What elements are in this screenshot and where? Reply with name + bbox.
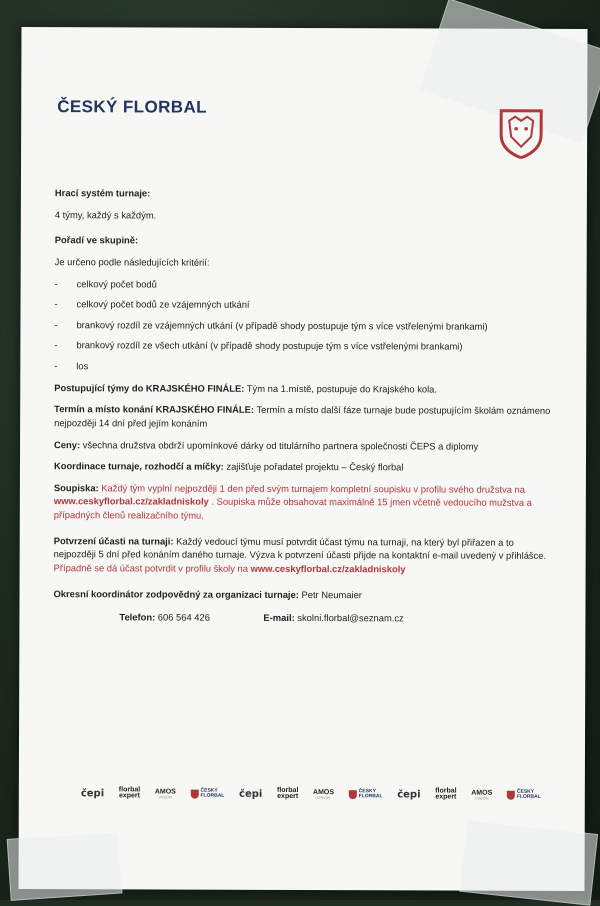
term-label: Termín a místo konání KRAJSKÉHO FINÁLE:	[54, 403, 255, 416]
document-body	[53, 186, 555, 630]
confirm-label: Potvrzení účasti na turnaji:	[53, 534, 174, 547]
email-label: E-mail:	[263, 611, 295, 624]
fe-bottom: expert	[435, 793, 457, 801]
term-text: Termín a místo další fáze turnaje bude postupujícím školám oznámeno nejpozději 14 dní před jejím konáním	[54, 404, 551, 429]
advance-paragraph	[54, 381, 554, 396]
prizes-paragraph	[54, 438, 554, 453]
amos-sub: VISION	[316, 794, 331, 800]
coord-text: zajišťuje pořadatel projektu – Český florbal	[223, 460, 404, 473]
list-item: - brankový rozdíl ze vzájemných utkání (v případě shody postupuje tým s více vstřelenými brankami)	[54, 318, 554, 333]
amos-logo	[471, 789, 492, 800]
email-line	[263, 611, 403, 625]
prizes-label: Ceny:	[54, 438, 81, 450]
amos-sub: VISION	[474, 795, 489, 801]
crest-small-icon	[507, 791, 515, 800]
amos-text: AMOS	[471, 789, 493, 797]
amos-logo	[155, 788, 176, 799]
advance-label: Postupující týmy do KRAJSKÉHO FINÁLE:	[54, 381, 245, 394]
crest-small-icon	[349, 790, 357, 799]
cesky-florbal-logo	[349, 789, 383, 799]
amos-text: AMOS	[154, 788, 176, 796]
criteria-list	[54, 277, 554, 375]
cf-top: ČESKÝ	[200, 787, 218, 795]
contacts-row	[53, 610, 553, 630]
district-paragraph	[54, 587, 554, 602]
roster-label: Soupiska:	[53, 481, 99, 494]
cf-top: ČESKÝ	[358, 788, 376, 795]
sponsor-strip	[81, 787, 541, 801]
list-item: - los	[54, 359, 554, 374]
coord-paragraph	[54, 459, 554, 474]
fe-top: florbal	[435, 787, 457, 795]
district-name: Petr Neumaier	[298, 588, 362, 600]
system-heading: Hrací systém turnaje:	[54, 187, 151, 199]
amos-sub: VISION	[158, 794, 173, 800]
coord-label: Koordinace turnaje, rozhodčí a míčky:	[53, 460, 224, 472]
crest-small-icon	[190, 789, 198, 798]
amos-logo	[313, 789, 334, 800]
ceps-logo: čepi	[239, 788, 263, 800]
ceps-logo: čepi	[80, 788, 105, 800]
tape-bottom-left	[7, 832, 123, 901]
term-paragraph	[54, 402, 554, 431]
amos-text: AMOS	[313, 788, 335, 796]
system-text: 4 týmy, každý s každým.	[54, 208, 157, 221]
fe-top: florbal	[276, 786, 299, 794]
cf-bottom: FLORBAL	[358, 793, 383, 800]
roster-paragraph	[54, 481, 554, 524]
phone-value: 606 564 426	[155, 611, 210, 623]
fe-top: florbal	[118, 786, 141, 794]
fe-bottom: expert	[118, 792, 140, 800]
florbal-expert-logo	[119, 787, 140, 800]
roster-text-2: . Soupiska může obsahovat maximálně 15 jmen včetně vedoucího mužstva a případných členů realizačního týmu.	[53, 496, 532, 521]
confirm-link[interactable]: www.ceskyflorbal.cz/zakladniskoly	[250, 562, 406, 575]
list-item: - celkový počet bodů ze vzájemných utkání	[55, 297, 555, 312]
cf-bottom: FLORBAL	[516, 794, 541, 801]
confirm-red: Případně se dá účast potvrdit v profilu školy na	[53, 562, 251, 574]
order-heading: Pořadí ve skupině:	[54, 234, 139, 246]
lion-crest-icon	[499, 107, 543, 159]
advance-text: Tým na 1.místě, postupuje do Krajského kola.	[244, 382, 438, 395]
phone-line	[119, 610, 210, 624]
cf-top: ČESKÝ	[516, 789, 535, 796]
cesky-florbal-logo	[507, 790, 541, 800]
confirm-paragraph	[54, 534, 554, 577]
cf-bottom: FLORBAL	[200, 792, 225, 800]
roster-text-1: Každý tým vyplní nejpozději 1 den před svým turnajem kompletní soupisku v profilu svého družstva na	[98, 482, 525, 495]
district-label: Okresní koordinátor zodpovědný za organizaci turnaje:	[53, 587, 299, 600]
email-value: skolni.florbal@seznam.cz	[294, 612, 404, 624]
cesky-florbal-logo	[190, 789, 224, 799]
list-item: - celkový počet bodů	[55, 277, 555, 292]
notice-paper	[18, 27, 587, 891]
florbal-expert-logo	[435, 788, 456, 801]
criteria-intro: Je určeno podle následujících kritérií:	[54, 256, 210, 268]
phone-label: Telefon:	[119, 611, 156, 623]
prizes-text: všechna družstva obdrží upomínkové dárky od titulárního partnera společnosti ČEPS a diplomy	[80, 438, 479, 452]
roster-link[interactable]: www.ceskyflorbal.cz/zakladniskoly	[53, 495, 209, 508]
ceps-logo: čepi	[397, 789, 421, 801]
brand-title: ČESKÝ FLORBAL	[57, 97, 207, 117]
list-item: - brankový rozdíl ze všech utkání (v případě shody postupuje tým s více vstřelenými brankami)	[54, 339, 554, 354]
tape-bottom-right	[459, 820, 598, 906]
confirm-text: Každý vedoucí týmu musí potvrdit účast týmu na turnaji, na který byl přiřazen a to nejpozději 5 dní před konáním daného turnaje. Výzva k potvrzení účasti přijde na kontaktní e-mail uvedený v přihlášce.	[53, 535, 547, 562]
florbal-expert-logo	[277, 788, 298, 801]
fe-bottom: expert	[277, 793, 299, 801]
